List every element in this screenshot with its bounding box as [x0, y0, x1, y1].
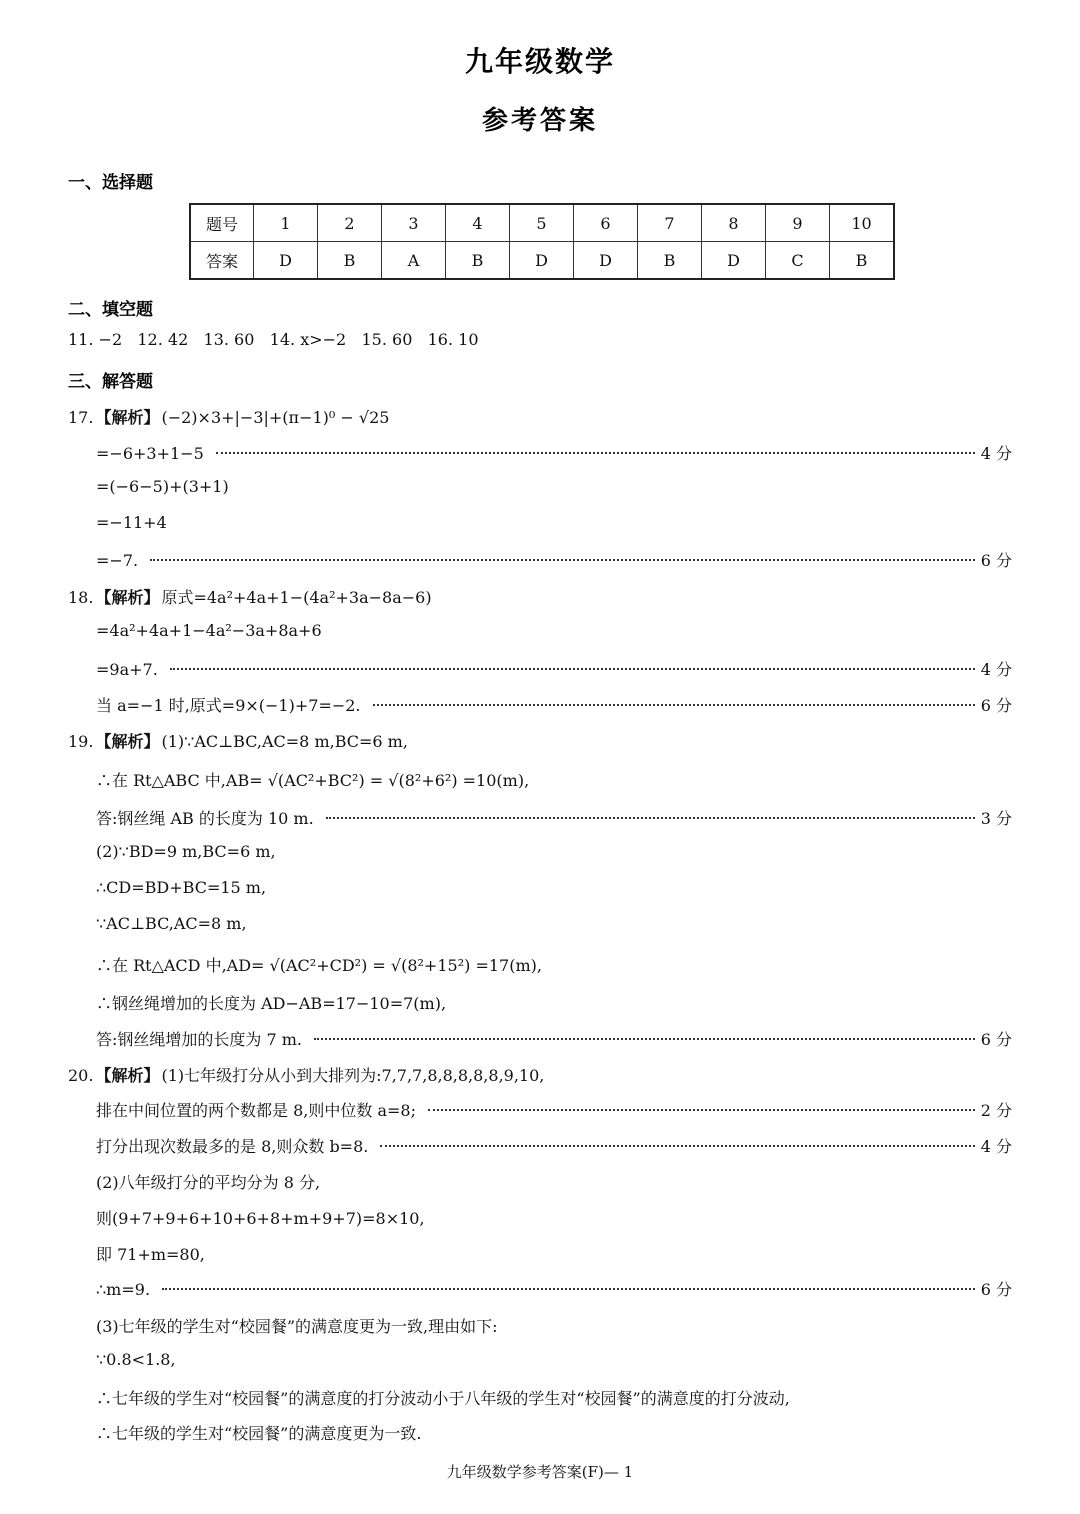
dot-leader — [373, 704, 975, 706]
solution-text: =−7. — [96, 551, 139, 570]
q20-line — [96, 1421, 1012, 1447]
q17-line — [96, 441, 1012, 467]
table-cell: 5 — [510, 204, 574, 242]
solution-text: =−6+3+1−5 — [96, 444, 204, 463]
dot-leader — [326, 817, 975, 819]
q20-line — [96, 1134, 1012, 1160]
question-number: 20. — [68, 1066, 94, 1085]
dot-leader — [216, 452, 975, 454]
q20-line — [96, 1350, 1012, 1376]
section-heading-choice: 一、选择题 — [68, 173, 153, 193]
solution-text: 打分出现次数最多的是 8,则众数 b=8. — [96, 1137, 369, 1156]
question-number: 18. — [68, 588, 94, 607]
solution-text: ∴七年级的学生对“校园餐”的满意度的打分波动小于八年级的学生对“校园餐”的满意度的打分波动, — [96, 1389, 790, 1408]
q19-line — [68, 729, 1012, 755]
section-heading-solve: 三、解答题 — [68, 372, 153, 392]
table-row-numbers — [190, 204, 894, 242]
table-header-label: 题号 — [190, 204, 254, 242]
table-cell: D — [510, 242, 574, 280]
q18-line — [96, 693, 1012, 719]
analysis-tag: 【解析】 — [95, 408, 160, 427]
dot-leader — [428, 1109, 975, 1111]
score-label: 4 分 — [980, 444, 1012, 463]
solution-text: ∴m=9. — [96, 1280, 151, 1299]
score-label: 2 分 — [980, 1101, 1012, 1120]
table-cell: 6 — [574, 204, 638, 242]
solution-text: 答:钢丝绳 AB 的长度为 10 m. — [96, 809, 314, 828]
table-cell: 2 — [318, 204, 382, 242]
solution-text: ∴钢丝绳增加的长度为 AD−AB=17−10=7(m), — [96, 994, 447, 1013]
q17-line — [96, 513, 1012, 539]
solution-text: ∴CD=BD+BC=15 m, — [96, 878, 267, 897]
q19-line — [96, 842, 1012, 868]
solution-text: (1)∵AC⊥BC,AC=8 m,BC=6 m, — [161, 732, 408, 751]
q18-line — [96, 621, 1012, 647]
table-cell: 1 — [254, 204, 318, 242]
score-label: 6 分 — [980, 696, 1012, 715]
solution-text: ∵0.8<1.8, — [96, 1350, 176, 1369]
dot-leader — [314, 1038, 975, 1040]
page-subtitle: 参考答案 — [481, 106, 598, 136]
analysis-tag: 【解析】 — [95, 1066, 160, 1085]
score-label: 6 分 — [980, 1280, 1012, 1299]
q20-line — [96, 1098, 1012, 1124]
table-cell: D — [574, 242, 638, 280]
solution-text: =(−6−5)+(3+1) — [96, 477, 229, 496]
table-cell: B — [318, 242, 382, 280]
table-answer-label: 答案 — [190, 242, 254, 280]
section-heading-fill: 二、填空题 — [68, 300, 153, 320]
table-cell: D — [254, 242, 318, 280]
table-cell: A — [382, 242, 446, 280]
analysis-tag: 【解析】 — [95, 732, 160, 751]
solution-text: (1)七年级打分从小到大排列为:7,7,7,8,8,8,8,8,9,10, — [161, 1066, 545, 1085]
solution-text: ∴在 Rt△ABC 中,AB= √(AC²+BC²) = √(8²+6²) =10(m), — [96, 771, 530, 790]
answer-table — [189, 203, 895, 280]
q20-line — [68, 1063, 1012, 1089]
solution-text: ∵AC⊥BC,AC=8 m, — [96, 914, 247, 933]
q20-line — [96, 1314, 1012, 1340]
dot-leader — [162, 1288, 975, 1290]
table-cell: 4 — [446, 204, 510, 242]
score-label: 4 分 — [980, 1137, 1012, 1156]
q20-line — [96, 1206, 1012, 1232]
dot-leader — [150, 559, 975, 561]
fill-in-answers: 11. −2 12. 42 13. 60 14. x>−2 15. 60 16. 10 — [68, 330, 479, 349]
table-cell: D — [702, 242, 766, 280]
table-cell: 7 — [638, 204, 702, 242]
table-cell: 8 — [702, 204, 766, 242]
score-label: 6 分 — [980, 551, 1012, 570]
solution-text: 排在中间位置的两个数都是 8,则中位数 a=8; — [96, 1101, 416, 1120]
q18-line — [96, 657, 1012, 683]
solution-text: (−2)×3+|−3|+(π−1)⁰ − √25 — [161, 408, 390, 427]
q20-line — [96, 1277, 1012, 1303]
table-cell: B — [446, 242, 510, 280]
q20-line — [96, 1386, 1012, 1412]
q20-line — [96, 1170, 1012, 1196]
page-footer: 九年级数学参考答案(F)— 1 — [446, 1463, 634, 1481]
q17-line — [68, 405, 1012, 431]
score-label: 4 分 — [980, 660, 1012, 679]
solution-text: 则(9+7+9+6+10+6+8+m+9+7)=8×10, — [96, 1209, 425, 1228]
q17-line — [96, 548, 1012, 574]
table-cell: B — [830, 242, 895, 280]
solution-text: (2)八年级打分的平均分为 8 分, — [96, 1173, 321, 1192]
table-cell: 10 — [830, 204, 895, 242]
solution-text: =9a+7. — [96, 660, 158, 679]
solution-text: 当 a=−1 时,原式=9×(−1)+7=−2. — [96, 696, 361, 715]
solution-text: 原式=4a²+4a+1−(4a²+3a−8a−6) — [161, 588, 432, 607]
q19-line — [96, 878, 1012, 904]
table-row-answers — [190, 242, 894, 280]
solution-text: ∴在 Rt△ACD 中,AD= √(AC²+CD²) = √(8²+15²) =17(m), — [96, 956, 542, 975]
q20-line — [96, 1242, 1012, 1268]
solution-text: ∴七年级的学生对“校园餐”的满意度更为一致. — [96, 1424, 422, 1443]
analysis-tag: 【解析】 — [95, 588, 160, 607]
solution-text: =−11+4 — [96, 513, 167, 532]
solution-text: =4a²+4a+1−4a²−3a+8a+6 — [96, 621, 322, 640]
q19-line — [96, 806, 1012, 832]
solution-text: 即 71+m=80, — [96, 1245, 205, 1264]
solution-text: (3)七年级的学生对“校园餐”的满意度更为一致,理由如下: — [96, 1317, 498, 1336]
table-cell: B — [638, 242, 702, 280]
score-label: 3 分 — [980, 809, 1012, 828]
question-number: 17. — [68, 408, 94, 427]
solution-text: 答:钢丝绳增加的长度为 7 m. — [96, 1030, 303, 1049]
table-cell: 9 — [766, 204, 830, 242]
q19-line — [96, 1027, 1012, 1053]
q17-line — [96, 477, 1012, 503]
q18-line — [68, 585, 1012, 611]
table-cell: C — [766, 242, 830, 280]
solution-text: (2)∵BD=9 m,BC=6 m, — [96, 842, 276, 861]
dot-leader — [380, 1145, 974, 1147]
q19-line — [96, 914, 1012, 940]
score-label: 6 分 — [980, 1030, 1012, 1049]
q19-line — [96, 768, 1012, 794]
page-title: 九年级数学 — [464, 45, 615, 78]
question-number: 19. — [68, 732, 94, 751]
table-cell: 3 — [382, 204, 446, 242]
q19-line — [96, 991, 1012, 1017]
q19-line — [96, 953, 1012, 979]
dot-leader — [170, 668, 975, 670]
